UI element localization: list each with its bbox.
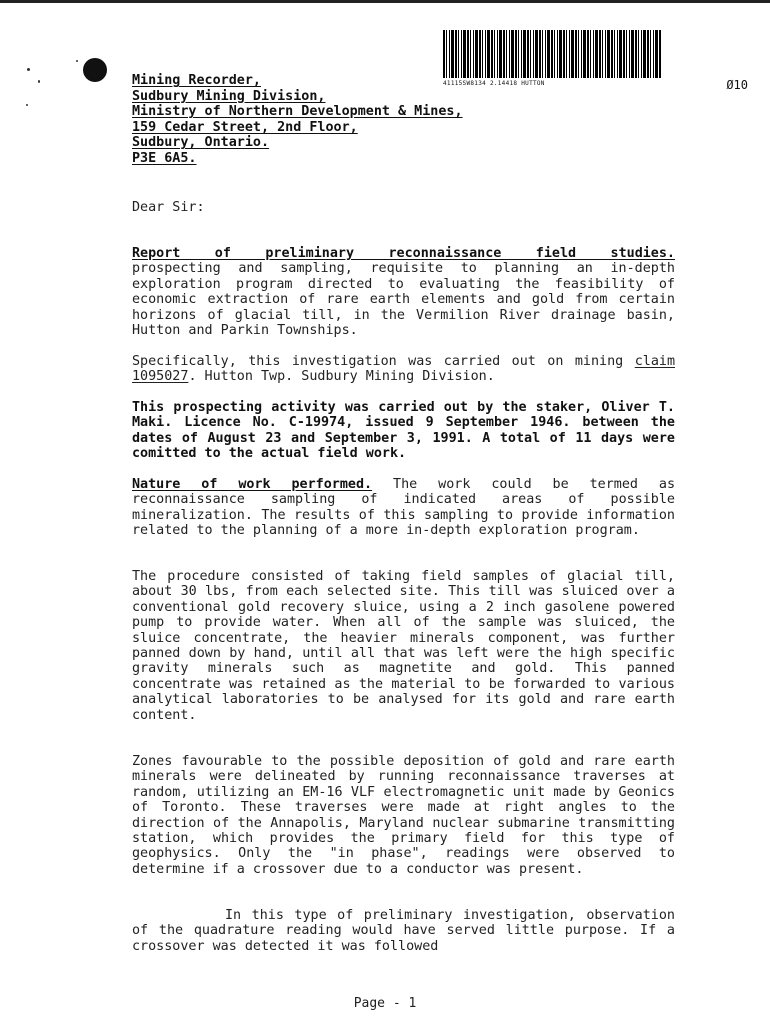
punch-hole <box>83 58 107 82</box>
paragraph-preliminary: In this type of preliminary investigation, observation of the quadrature reading would have served little purpose. If a crossover was detected it was followed <box>132 908 675 954</box>
paragraph-nature <box>132 477 675 539</box>
address-line: P3E 6A5. <box>132 150 197 166</box>
barcode-caption: 41115SW8134 2.14418 HUTTON <box>443 80 545 87</box>
address-line: 159 Cedar Street, 2nd Floor, <box>132 119 358 135</box>
address-line: Sudbury Mining Division, <box>132 88 326 104</box>
report-body: prospecting and sampling, requisite to planning an in-depth exploration program directed to evaluating the feasibility of economic extraction of rare earth elements and gold from certain horizons of glacial till, in the Vermilion River drainage basin, Hutton and Parkin Townships. <box>132 261 675 339</box>
barcode <box>443 30 661 78</box>
report-heading: Report of preliminary reconnaissance field studies. <box>132 246 675 261</box>
address-line: Mining Recorder, <box>132 73 261 88</box>
nature-body: The work could be termed as reconnaissance sampling of indicated areas of possible mineralization. The results of this sampling to provide information related to the planning of a more in-depth exploration program. <box>132 477 676 539</box>
claim-number: claim 1095027 <box>132 354 676 385</box>
address-line: Sudbury, Ontario. <box>132 135 270 150</box>
address-line: Ministry of Northern Development & Mines, <box>132 104 463 119</box>
scan-speck <box>38 80 40 83</box>
scan-speck <box>76 60 78 62</box>
paragraph-report <box>132 246 675 338</box>
paragraph-claim <box>132 354 675 385</box>
paragraph-procedure: The procedure consisted of taking field samples of glacial till, about 30 lbs, from each selected site. This till was sluiced over a conventional gold recovery sluice, using a 2 inch gasolene powered pump to provide water. When all of the sample was sluiced, the sluice concentrate, the heavier minerals component, was further panned down by hand, until all that was left were the high specific gravity minerals such as magnetite and gold. This panned concentrate was retained as the material to be forwarded to various analytical laboratories to be analysed for its gold and rare earth content. <box>132 569 675 723</box>
document-code: Ø10 <box>726 78 748 92</box>
claim-intro: Specifically, this investigation was carried out on mining <box>132 354 624 369</box>
recipient-address <box>132 73 463 166</box>
nature-heading: Nature of work performed. <box>132 477 373 492</box>
scan-speck <box>27 68 30 71</box>
paragraph-zones: Zones favourable to the possible deposition of gold and rare earth minerals were delineated by running reconnaissance traverses at random, utilizing an EM-16 VLF electromagnetic unit made by Geonics of Toronto. These traverses were made at right angles to the direction of the Annapolis, Maryland nuclear submarine transmitting station, which provides the primary field for this type of geophysics. Only the "in phase", readings were observed to determine if a crossover due to a conductor was present. <box>132 754 675 877</box>
paragraph-staker: This prospecting activity was carried out by the staker, Oliver T. Maki. Licence No. C-19974, issued 9 September 1946. between the dates of August 23 and September 3, 1991. A total of 11 days were comitted to the actual field work. <box>132 400 675 462</box>
claim-rest: . Hutton Twp. Sudbury Mining Division. <box>188 369 495 385</box>
scan-border <box>0 0 770 3</box>
scan-speck <box>26 104 28 106</box>
page-number: Page - 1 <box>353 996 417 1011</box>
salutation: Dear Sir: <box>132 200 205 215</box>
